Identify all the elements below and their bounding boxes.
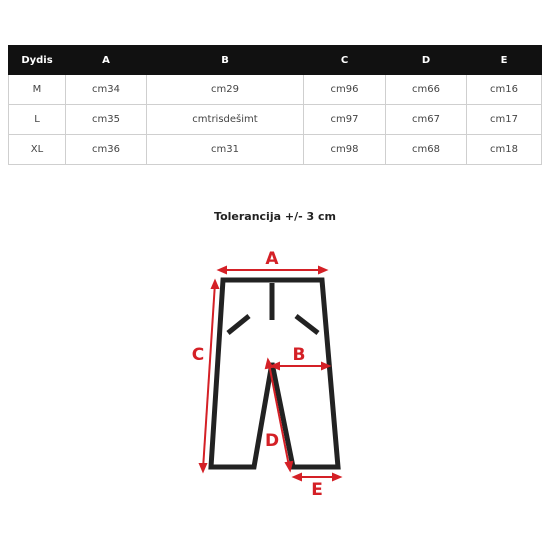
table-cell: cm68	[386, 135, 467, 165]
table-cell: cm17	[467, 105, 542, 135]
table-cell: cmtrisdešimt	[147, 105, 304, 135]
table-cell: cm97	[304, 105, 386, 135]
table-cell: L	[9, 105, 66, 135]
header-d: D	[386, 46, 467, 75]
table-cell: cm31	[147, 135, 304, 165]
header-c: C	[304, 46, 386, 75]
table-cell: cm34	[66, 75, 147, 105]
table-cell: cm35	[66, 105, 147, 135]
header-a: A	[66, 46, 147, 75]
table-cell: cm36	[66, 135, 147, 165]
label-c: C	[191, 345, 205, 365]
table-cell: cm67	[386, 105, 467, 135]
table-cell: cm66	[386, 75, 467, 105]
table-cell: cm29	[147, 75, 304, 105]
tolerance-note: Tolerancija +/- 3 cm	[214, 210, 336, 223]
header-size: Dydis	[9, 46, 66, 75]
table-cell: cm16	[467, 75, 542, 105]
label-d: D	[264, 431, 280, 451]
header-e: E	[467, 46, 542, 75]
table-cell: cm18	[467, 135, 542, 165]
label-a: A	[265, 249, 279, 269]
label-e: E	[311, 480, 323, 500]
header-b: B	[147, 46, 304, 75]
table-cell: cm98	[304, 135, 386, 165]
table-cell: XL	[9, 135, 66, 165]
label-b: B	[292, 345, 306, 365]
table-cell: cm96	[304, 75, 386, 105]
table-cell: M	[9, 75, 66, 105]
